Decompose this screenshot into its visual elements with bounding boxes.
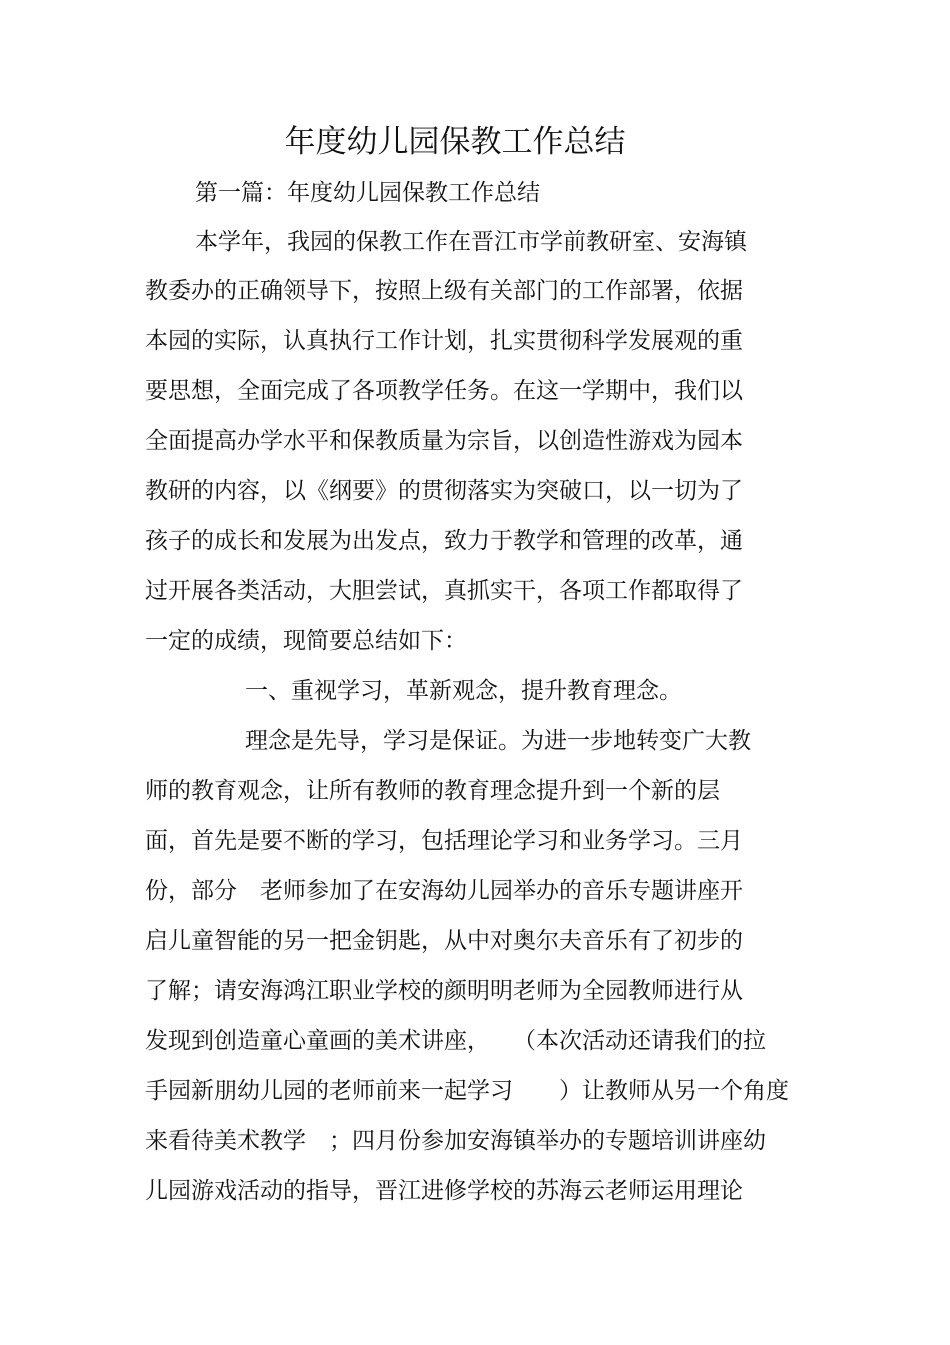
paragraph-line: 理念是先导，学习是保证。为进一步地转变广大教 (245, 728, 751, 754)
paragraph-line: 本园的实际，认真执行工作计划，扎实贯彻科学发展观的重 (145, 328, 743, 354)
paragraph-line: 本学年，我园的保教工作在晋江市学前教研室、安海镇 (195, 229, 747, 255)
paragraph-line: 份，部分 老师参加了在安海幼儿园举办的音乐专题讲座开 (145, 878, 743, 904)
section-heading: 第一篇：年度幼儿园保教工作总结 (195, 180, 540, 206)
document-title: 年度幼儿园保教工作总结 (284, 124, 626, 160)
paragraph-line: 师的教育观念，让所有教师的教育理念提升到一个新的层 (145, 778, 720, 804)
paragraph-line: 儿园游戏活动的指导，晋江进修学校的苏海云老师运用理论 (145, 1178, 743, 1204)
paragraph-line: 发现到创造童心童画的美术讲座， （本次活动还请我们的拉 (145, 1028, 766, 1054)
paragraph-line: 一定的成绩，现简要总结如下： (145, 628, 467, 654)
paragraph-line: 启儿童智能的另一把金钥匙，从中对奥尔夫音乐有了初步的 (145, 928, 743, 954)
paragraph-line: 全面提高办学水平和保教质量为宗旨，以创造性游戏为园本 (145, 428, 743, 454)
paragraph-line: 了解；请安海鸿江职业学校的颜明明老师为全园教师进行从 (145, 978, 743, 1004)
paragraph-line: 来看待美术教学 ；四月份参加安海镇举办的专题培训讲座幼 (145, 1128, 766, 1154)
paragraph-line: 面，首先是要不断的学习，包括理论学习和业务学习。三月 (145, 828, 743, 854)
paragraph-line: 教委办的正确领导下，按照上级有关部门的工作部署，依据 (145, 278, 743, 304)
paragraph-line: 过开展各类活动，大胆尝试，真抓实干，各项工作都取得了 (145, 578, 743, 604)
paragraph-line: 要思想，全面完成了各项教学任务。在这一学期中，我们以 (145, 378, 743, 404)
subsection-heading: 一、重视学习，革新观念，提升教育理念。 (245, 678, 682, 704)
paragraph-line: 手园新朋幼儿园的老师前来一起学习 ）让教师从另一个角度 (145, 1078, 789, 1104)
paragraph-line: 孩子的成长和发展为出发点，致力于教学和管理的改革，通 (145, 528, 743, 554)
paragraph-line: 教研的内容，以《纲要》的贯彻落实为突破口，以一切为了 (145, 478, 743, 504)
